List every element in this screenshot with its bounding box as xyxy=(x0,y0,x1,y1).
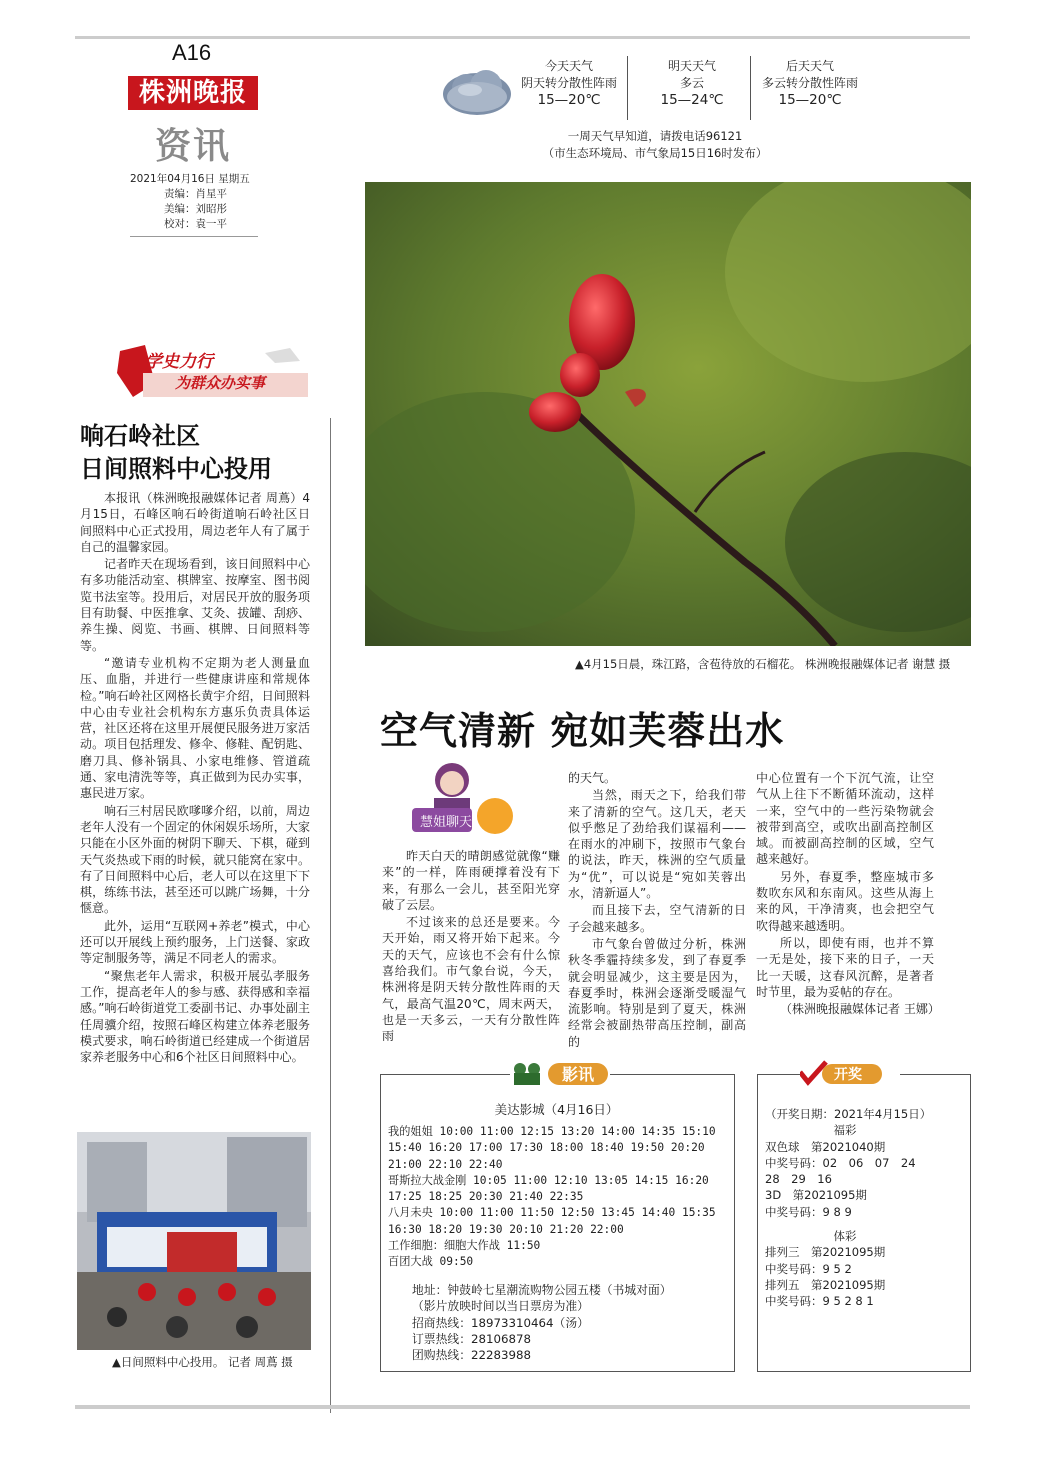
lottery-date: （开奖日期：2021年4月15日） xyxy=(765,1107,932,1121)
weather-day-after-condition: 多云转分散性阵雨 xyxy=(761,76,858,90)
left-story-title-line1: 响石岭社区 xyxy=(80,422,200,450)
weather-hotline: 一周天气早知道，请拨电话96121 xyxy=(567,129,743,143)
weather-today-condition: 阴天转分散性阵雨 xyxy=(520,76,617,90)
meta-rule xyxy=(130,236,258,237)
schedule-line: 百团大战 09:50 xyxy=(388,1255,474,1269)
left-story-paragraph: “邀请专业机构不定期为老人测量血压、血脂，并进行一些健康讲座和常规体检。”响石岭社区网格长黄宇介绍，日间照料中心由专业社会机构东方惠乐负责具体运营，社区还将在这里开展便民服务进万家活动。项目包括理发、修伞、修鞋、配钥匙、磨刀具、修补锅具、小家电维修、管道疏通、家电清洗等等，真正做到为民办实事，惠民进万家。 xyxy=(80,655,310,801)
left-photo-caption: ▲日间照料中心投用。 记者 周蔦 摄 xyxy=(112,1355,293,1369)
story-paragraph: 另外，春夏季，整座城市多数吹东风和东南风。这些从海上来的风，干净清爽，也会把空气吹得越来越透明。 xyxy=(756,869,934,933)
story-paragraph: 昨天白天的晴朗感觉就像“赚来”的一样，阵雨硬撑着没有下来，有那么一会儿，甚至阳光穿破了云层。 xyxy=(382,849,560,912)
schedule-line: 15:40 16:20 17:00 17:30 18:00 18:40 19:50 20:20 xyxy=(388,1141,705,1155)
schedule-line: 我的姐姐 10:00 11:00 12:15 13:20 14:00 14:35 15:10 xyxy=(388,1125,716,1138)
film-camera-icon xyxy=(510,1060,610,1088)
schedule-line: 17:25 18:25 20:30 21:40 22:35 xyxy=(388,1190,584,1204)
columnist-label: 慧姐聊天 xyxy=(420,815,473,830)
column-badge-line2: 为群众办实事 xyxy=(175,374,266,392)
story-paragraph: 中心位置有一个下沉气流，让空气从上往下不断循环流动，这样一来，空气中的一些污染物就会被带到高空，或吹出副高控制区域。而被副高控制的区域，空气越来越好。 xyxy=(756,771,934,867)
weather-day-after xyxy=(751,58,869,109)
left-story-paragraph: 记者昨天在现场看到，该日间照料中心有多功能活动室、棋牌室、按摩室、图书阅览书法室等。投用后，对居民开放的服务项目有助餐、中医推拿、艾灸、拔罐、刮痧、养生操、阅览、书画、棋牌、日间照料等等。 xyxy=(80,557,310,653)
schedule-line: 哥斯拉大战金刚 10:05 11:00 12:10 13:05 14:15 16:20 xyxy=(388,1173,709,1187)
editor: 责编：肖星平 xyxy=(164,188,227,200)
d3-issue: 3D 第2021095期 xyxy=(765,1188,867,1203)
cinema-info xyxy=(412,1282,672,1363)
checkmark-icon xyxy=(800,1060,900,1088)
column-divider xyxy=(330,418,331,1413)
welfare-lottery-label: 福彩 xyxy=(833,1123,857,1138)
p5-issue: 排列五 第2021095期 xyxy=(765,1277,886,1292)
weather-tomorrow-label: 明天天气 xyxy=(667,59,716,73)
weather-divider xyxy=(627,56,628,120)
schedule-line: 21:00 22:10 22:40 xyxy=(388,1157,503,1171)
headline: 空气清新 宛如芙蓉出水 xyxy=(380,709,785,753)
p5-numbers: 中奖号码：9 5 2 8 1 xyxy=(765,1294,874,1309)
weather-tomorrow-condition: 多云 xyxy=(679,76,704,90)
left-story-photo xyxy=(77,1132,311,1350)
lottery-results xyxy=(765,1106,965,1310)
left-story-paragraph: 此外，运用“互联网+养老”模式，中心还可以开展线上预约服务，上门送餐、家政等定制服务等，满足不同老人的需求。 xyxy=(80,918,310,966)
story-paragraph: 当然，雨天之下，给我们带来了清新的空气。这几天，老天似乎憋足了劲给我们谋福利——在雨水的冲刷下，按照市气象台的说法，昨天，株洲的空气质量为“优”，可以说是“宛如芙蓉出水，清新逼人”。 xyxy=(568,788,746,901)
cinema-address: 地址：钟鼓岭七星潮流购物公园五楼（书城对面） xyxy=(412,1283,672,1297)
cinema-note: （影片放映时间以当日票房为准） xyxy=(412,1299,589,1314)
ssq-issue: 双色球 第2021040期 xyxy=(765,1139,886,1154)
lottery-tag-label: 开奖 xyxy=(834,1067,862,1083)
left-story-paragraph: 本报讯（株洲晚报融媒体记者 周蔦）4月15日，石峰区响石岭街道响石岭社区日间照料中心正式投用，周边老年人有了属于自己的温馨家园。 xyxy=(80,491,310,554)
weather-tomorrow xyxy=(633,58,751,109)
issue-date: 2021年04月16日 星期五 xyxy=(130,173,250,185)
column-badge xyxy=(115,343,310,399)
weather-day-after-temp: 15—20℃ xyxy=(778,92,842,108)
ssq-numbers-cont: 28 29 16 xyxy=(765,1172,832,1187)
p3-issue: 排列三 第2021095期 xyxy=(765,1245,886,1260)
schedule-line: 工作细胞：细胞大作战 11:50 xyxy=(388,1239,541,1253)
weather-today-label: 今天天气 xyxy=(544,59,593,73)
story-paragraph: 市气象台曾做过分析，株洲秋冬季霾持续多发，到了春夏季就会明显减少，这主要是因为，春夏季时，株洲会逐渐受暖湿气流影响。特别是到了夏天，株洲经常会被副热带高压控制，副高的 xyxy=(568,936,746,1049)
page-meta xyxy=(130,172,258,232)
ssq-numbers: 中奖号码：02 06 07 24 xyxy=(765,1155,916,1170)
cinema-business-hotline: 招商热线：18973310464（汤） xyxy=(412,1315,589,1330)
designer: 美编：刘昭彤 xyxy=(164,203,227,215)
weather-story-col2 xyxy=(568,770,746,1051)
story-paragraph: 而且接下去，空气清新的日子会越来越多。 xyxy=(568,903,746,934)
cinema-tag-label: 影讯 xyxy=(562,1065,595,1084)
weather-today xyxy=(510,58,628,109)
schedule-line: 八月未央 10:00 11:00 11:50 12:50 13:45 14:40 15:35 xyxy=(388,1206,716,1220)
story-paragraph: 所以，即使有雨，也并不算一无是处，接下来的日子，一天比一天暖，这春风沉醉，是著者时节里，最为妥帖的存在。 xyxy=(756,935,934,999)
weather-story-col3 xyxy=(756,770,940,1018)
weather-note xyxy=(520,128,790,162)
weather-story-col1 xyxy=(382,848,560,1046)
cinema-group-hotline: 团购热线：22283988 xyxy=(412,1348,532,1363)
cinema-title: 美达影城（4月16日） xyxy=(494,1102,619,1117)
proofreader: 校对：袁一平 xyxy=(164,218,227,230)
story-byline: （株洲晚报融媒体记者 王娜） xyxy=(780,1002,940,1017)
left-story-title-line2: 日间照料中心投用 xyxy=(80,455,272,483)
left-story-title xyxy=(80,420,272,486)
columnist-avatar-icon xyxy=(400,758,520,840)
story-paragraph: 不过该来的总还是要来。今天开始，雨又将开始下起来。今天的天气，应该也不会有什么惊喜给我们。市气象台说，今天，株洲将是阴天转分散性阵雨的天气，最高气温20℃，周末两天，也是一天多云，一天有分散性阵雨 xyxy=(382,915,560,1044)
column-badge-line1: 学史力行 xyxy=(145,352,213,372)
weather-day-after-label: 后天天气 xyxy=(785,59,834,73)
left-story-paragraph: “聚焦老年人需求，积极开展弘孝服务工作，提高老年人的参与感、获得感和幸福感。”响石岭街道党工委副书记、办事处副主任周骥介绍，按照石峰区构建立体养老服务模式要求，响石岭街道已经建成一个街道居家养老服务中心和6个社区日间照料中心。 xyxy=(80,968,310,1065)
weather-today-temp: 15—20℃ xyxy=(537,92,601,108)
section-title: 资讯 xyxy=(155,125,232,167)
story-paragraph: 的天气。 xyxy=(568,771,617,785)
weather-tomorrow-temp: 15—24℃ xyxy=(660,92,724,108)
masthead-logo: 株洲晚报 xyxy=(128,76,258,110)
cinema-schedule xyxy=(388,1124,728,1271)
left-story-body xyxy=(80,490,310,1066)
schedule-line: 16:30 18:20 19:30 20:10 21:20 22:00 xyxy=(388,1222,624,1236)
bottom-rule xyxy=(75,1405,970,1409)
sports-lottery-label: 体彩 xyxy=(833,1229,857,1244)
weather-source: （市生态环境局、市气象局15日16时发布） xyxy=(542,146,768,160)
main-photo-caption: ▲4月15日晨，珠江路，含苞待放的石榴花。 株洲晚报融媒体记者 谢慧 摄 xyxy=(575,657,951,671)
cloud-rain-icon xyxy=(440,64,514,120)
d3-numbers: 中奖号码：9 8 9 xyxy=(765,1204,852,1219)
main-photo-pomegranate-bud xyxy=(365,182,971,646)
cinema-booking-hotline: 订票热线：28106878 xyxy=(412,1331,532,1346)
p3-numbers: 中奖号码：9 5 2 xyxy=(765,1261,852,1276)
page-number: A16 xyxy=(172,40,212,65)
left-story-paragraph: 响石三村居民欧嗲嗲介绍，以前，周边老年人没有一个固定的休闲娱乐场所，大家只能在小区外面的树阴下聊天、下棋，碰到天气炎热或下雨的时候，就只能窝在家中。有了日间照料中心后，老人可以在这里下下棋，练练书法，甚至还可以跳广场舞，十分惬意。 xyxy=(80,803,310,916)
top-rule xyxy=(75,36,970,39)
